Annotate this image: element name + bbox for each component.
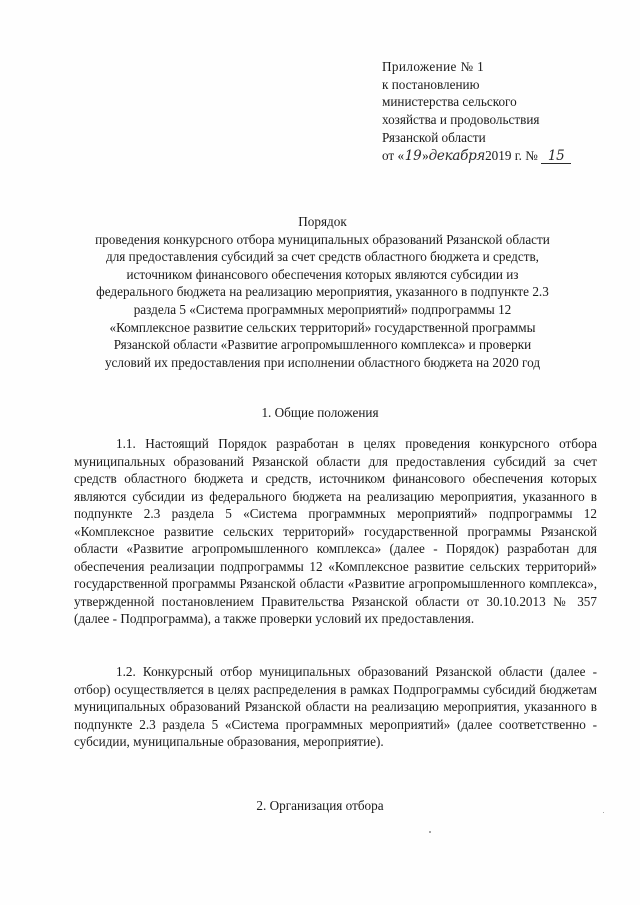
section-2-heading: 2. Организация отбора [256,798,384,813]
handwritten-month: декабря [428,147,486,164]
appendix-line: хозяйства и продовольствия [382,112,540,128]
paragraph-1-1: 1.1. Настоящий Порядок разработан в целях проведения конкурсного отбора муниципальных образований Рязанской области для предоставления субсидий за счет средств областного бюджета и средств, источником финансового обеспечения которых являются субсидии из федерального бюджета на реализацию мероприятия, указанного в подпункте 2.3 раздела 5 «Система программных мероприятий» подпрограммы 12 «Комплексное развитие сельских территорий» государственной программы Рязанской области «Развитие агропромышленного комплекса» (далее - Порядок) разработан для обеспечения реализации подпрограммы 12 «Комплексное развитие сельских территорий» государственной программы Рязанской области «Развитие агропромышленного комплекса», утвержденной постановлением Правительства Рязанской области от 30.10.2013 № 357 (далее - Подпрограмма), а также проверки условий их предоставления. [74,436,597,626]
document-title [95,213,550,371]
title-subtitle: проведения конкурсного отбора муниципальных образований Рязанской области для предоставления субсидий за счет средств областного бюджета и средств, источником финансового обеспечения которых являются субсидии из федерального бюджета на реализацию мероприятия, указанного в подпункте 2.3 раздела 5 «Система программных мероприятий» подпрограммы 12 «Комплексное развитие сельских территорий» государственной программы Рязанской области «Развитие агропромышленного комплекса» и проверки условий их предоставления при исполнении областного бюджета на 2020 год [95,231,550,370]
appendix-date-line [382,147,622,166]
handwritten-day: 19 [404,147,422,164]
appendix-line: министерства сельского [382,94,517,110]
date-prefix: от « [382,147,405,163]
date-quote-close: » [422,147,429,163]
appendix-line: Рязанской области [382,129,486,145]
handwritten-number: 15 [541,150,571,164]
date-suffix: 2019 г. № [485,147,538,163]
scan-speck [603,812,604,813]
appendix-number-line: Приложение № 1 [382,59,485,74]
title-heading: Порядок [298,214,347,229]
paragraph-1-2: 1.2. Конкурсный отбор муниципальных образований Рязанской области (далее - отбор) осуществляется в целях распределения в рамках Подпрограммы субсидий бюджетам муниципальных образований Рязанской области на реализацию мероприятия, указанного в подпункте 2.3 раздела 5 «Система программных мероприятий» (далее соответственно - субсидии, муниципальные образования, мероприятие). [74,664,597,749]
appendix-line: к постановлению [382,76,480,92]
section-1-heading: 1. Общие положения [261,405,379,420]
appendix-block [382,58,622,165]
scan-speck [429,831,431,833]
